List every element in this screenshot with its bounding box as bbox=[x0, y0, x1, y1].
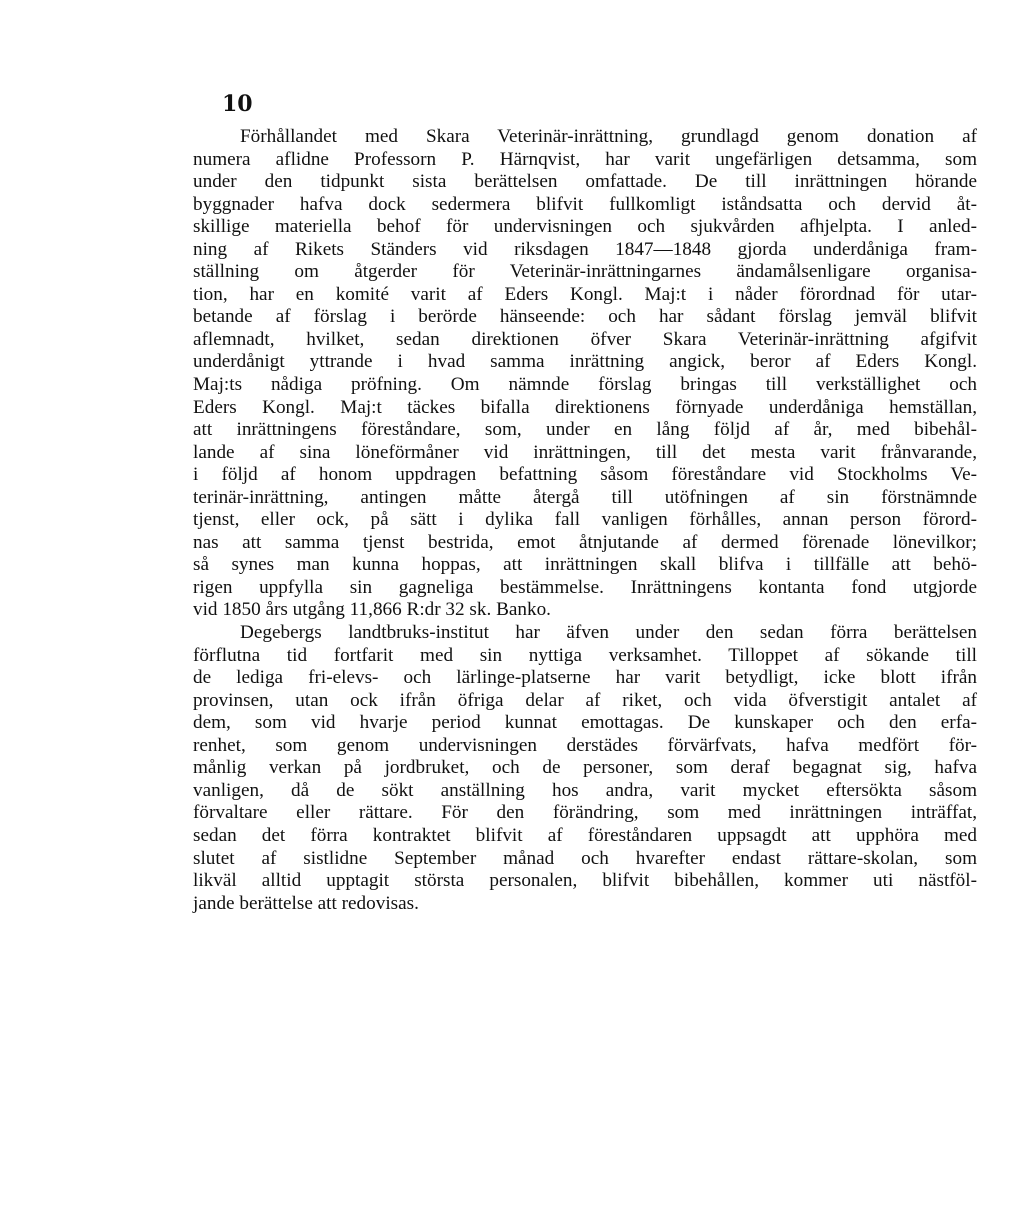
text-line: numera aflidne Professorn P. Härnqvist, har varit ungefärligen detsamma, som bbox=[193, 148, 977, 170]
text-line: vid 1850 års utgång 11,866 R:dr 32 sk. Banko. bbox=[193, 599, 551, 621]
text-line: Degebergs landtbruks-institut har äfven under den sedan förra berättelsen bbox=[240, 622, 977, 644]
text-line: terinär-inrättning, antingen måtte återgå till utöfningen af sin förstnämnde bbox=[193, 486, 977, 508]
text-line: nas att samma tjenst bestrida, emot åtnjutande af dermed förenade lönevilkor; bbox=[193, 531, 977, 553]
text-line: vanligen, då de sökt anställning hos andra, varit mycket eftersökta såsom bbox=[193, 779, 977, 801]
text-line: slutet af sistlidne September månad och hvarefter endast rättare-skolan, som bbox=[193, 847, 977, 869]
text-line: betande af förslag i berörde hänseende: och har sådant förslag jemväl blifvit bbox=[193, 306, 977, 328]
text-line: månlig verkan på jordbruket, och de personer, som deraf begagnat sig, hafva bbox=[193, 757, 977, 779]
text-line: underdånigt yttrande i hvad samma inrättning angick, beror af Eders Kongl. bbox=[193, 351, 977, 373]
text-line: att inrättningens föreståndare, som, under en lång följd af år, med bibehål- bbox=[193, 419, 977, 441]
text-line: Eders Kongl. Maj:t täckes bifalla direktionens förnyade underdåniga hemställan, bbox=[193, 396, 977, 418]
body-text bbox=[193, 126, 977, 915]
text-line: likväl alltid upptagit största personalen, blifvit bibehållen, kommer uti nästföl- bbox=[193, 870, 977, 892]
paragraph-veterinary-institution bbox=[193, 126, 977, 622]
text-line: i följd af honom uppdragen befattning såsom föreståndare vid Stockholms Ve- bbox=[193, 464, 977, 486]
text-line: dem, som vid hvarje period kunnat emottagas. De kunskaper och den erfa- bbox=[193, 712, 977, 734]
text-line: jande berättelse att redovisas. bbox=[193, 892, 419, 914]
text-line: så synes man kunna hoppas, att inrättningen skall blifva i tillfälle att behö- bbox=[193, 554, 977, 576]
paragraph-degeberg-institute bbox=[193, 622, 977, 915]
text-line: Maj:ts nådiga pröfning. Om nämnde förslag bringas till verkställighet och bbox=[193, 374, 977, 396]
text-line: förflutna tid fortfarit med sin nyttiga verksamhet. Tilloppet af sökande till bbox=[193, 644, 977, 666]
text-line: de lediga fri-elevs- och lärlinge-platserne har varit betydligt, icke blott ifrån bbox=[193, 667, 977, 689]
text-line: skillige materiella behof för undervisningen och sjukvården afhjelpta. I anled- bbox=[193, 216, 977, 238]
text-line: ställning om åtgerder för Veterinär-inrättningarnes ändamålsenligare organisa- bbox=[193, 261, 977, 283]
text-line: renhet, som genom undervisningen derstädes förvärfvats, hafva medfört för- bbox=[193, 734, 977, 756]
text-line: rigen uppfylla sin gagneliga bestämmelse. Inrättningens kontanta fond utgjorde bbox=[193, 576, 977, 598]
text-line: förvaltare eller rättare. För den förändring, som med inrättningen inträffat, bbox=[193, 802, 977, 824]
text-line: tjenst, eller ock, på sätt i dylika fall vanligen förhålles, annan person förord- bbox=[193, 509, 977, 531]
text-line: aflemnadt, hvilket, sedan direktionen öfver Skara Veterinär-inrättning afgifvit bbox=[193, 328, 977, 350]
text-line: sedan det förra kontraktet blifvit af föreståndaren uppsagdt att upphöra med bbox=[193, 824, 977, 846]
text-line: Förhållandet med Skara Veterinär-inrättning, grundlagd genom donation af bbox=[240, 126, 977, 147]
text-line: provinsen, utan ock ifrån öfriga delar af riket, och vida öfverstigit antalet af bbox=[193, 689, 977, 711]
text-line: lande af sina löneförmåner vid inrättningen, till det mesta varit frånvarande, bbox=[193, 441, 977, 463]
text-line: tion, har en komité varit af Eders Kongl. Maj:t i nåder förordnad för utar- bbox=[193, 283, 977, 305]
text-line: ning af Rikets Ständers vid riksdagen 1847—1848 gjorda underdåniga fram- bbox=[193, 238, 977, 260]
page-number: 10 bbox=[222, 91, 253, 117]
text-line: byggnader hafva dock sedermera blifvit fullkomligt iståndsatta och dervid åt- bbox=[193, 193, 977, 215]
text-line: under den tidpunkt sista berättelsen omfattade. De till inrättningen hörande bbox=[193, 171, 977, 193]
